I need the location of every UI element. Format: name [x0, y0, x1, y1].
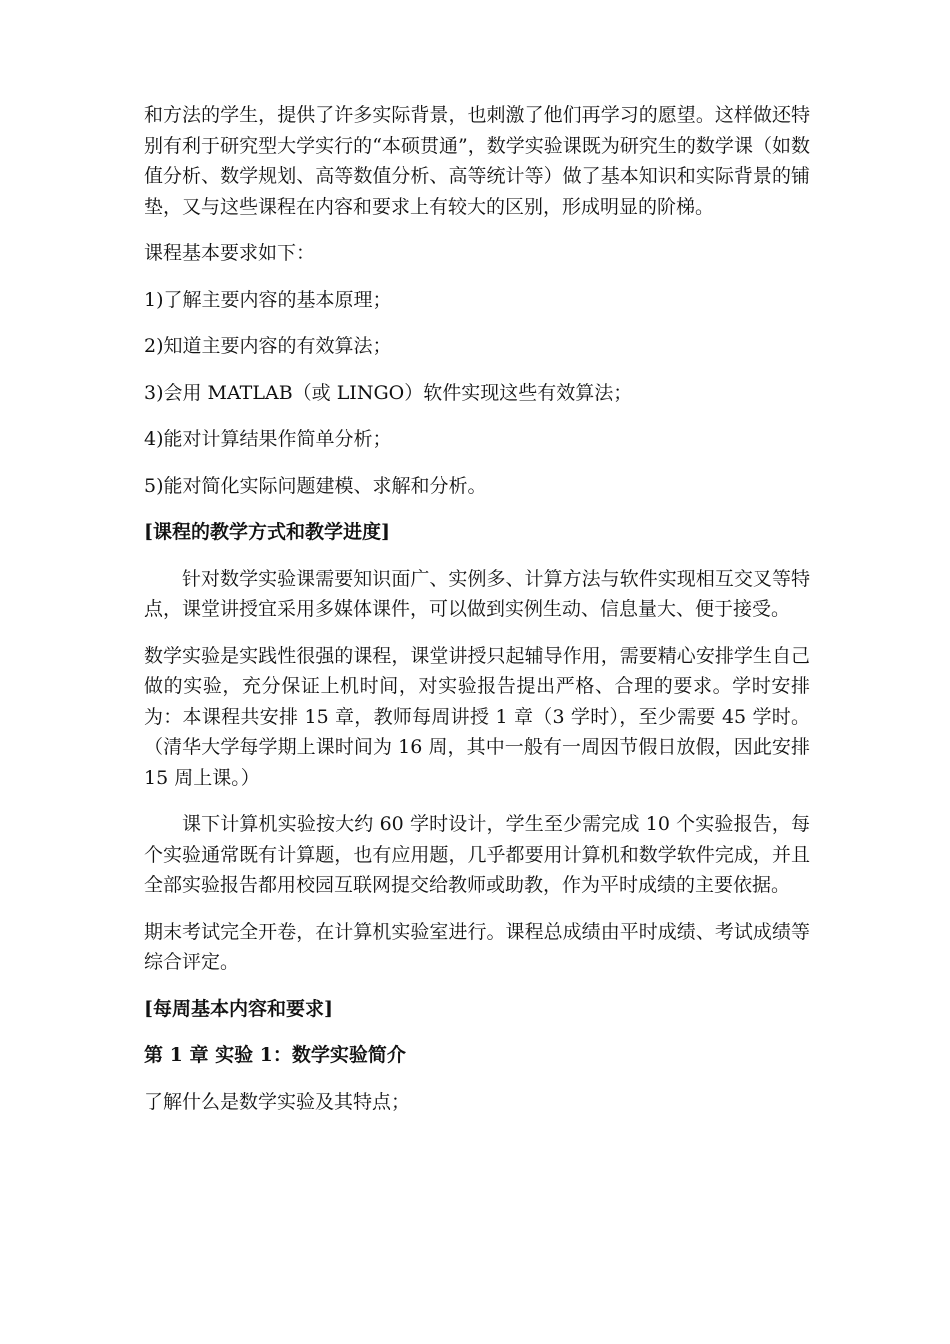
chapter-1-title: 第 1 章 实验 1：数学实验简介 [144, 1044, 406, 1066]
document-body [144, 100, 810, 1117]
requirements-title: 课程基本要求如下： [144, 242, 316, 264]
requirement-item-3: 3)会用 MATLAB（或 LINGO）软件实现这些有效算法； [144, 381, 633, 404]
requirement-item-4: 4)能对计算结果作简单分析； [144, 428, 392, 450]
teaching-paragraph-2: 数学实验是实践性很强的课程，课堂讲授只起辅导作用，需要精心安排学生自己做的实验，充分保证上机时间，对实验报告提出严格、合理的要求。学时安排为：本课程共安排 15 章，教师每周讲授 1 章（3 学时），至少需要 45 学时。（清华大学每学期上课时间为 16 周，其中一般有一周因节假日放假，因此安排 15 周上课。） [144, 644, 810, 789]
requirement-item-1: 1)了解主要内容的基本原理； [144, 288, 392, 311]
teaching-paragraph-3: 课下计算机实验按大约 60 学时设计，学生至少需完成 10 个实验报告，每个实验通常既有计算题，也有应用题，几乎都要用计算机和数学软件完成，并且全部实验报告都用校园互联网提交给教师或助教，作为平时成绩的主要依据。 [144, 813, 810, 896]
teaching-paragraph-4: 期末考试完全开卷，在计算机实验室进行。课程总成绩由平时成绩、考试成绩等综合评定。 [144, 920, 810, 973]
section-heading-teaching: [课程的教学方式和教学进度] [144, 521, 390, 543]
intro-paragraph: 和方法的学生，提供了许多实际背景，也刺激了他们再学习的愿望。这样做还特别有利于研究型大学实行的“本硕贯通”，数学实验课既为研究生的数学课（如数值分析、数学规划、高等数值分析、高等统计等）做了基本知识和实际背景的铺垫，又与这些课程在内容和要求上有较大的区别，形成明显的阶梯。 [144, 104, 810, 218]
chapter-1-item: 了解什么是数学实验及其特点； [144, 1090, 411, 1113]
requirement-item-2: 2)知道主要内容的有效算法； [144, 335, 392, 357]
requirement-item-5: 5)能对简化实际问题建模、求解和分析。 [144, 474, 487, 497]
teaching-paragraph-1: 针对数学实验课需要知识面广、实例多、计算方法与软件实现相互交叉等特点，课堂讲授宜采用多媒体课件，可以做到实例生动、信息量大、便于接受。 [144, 567, 810, 620]
section-heading-weekly: [每周基本内容和要求] [144, 997, 333, 1020]
